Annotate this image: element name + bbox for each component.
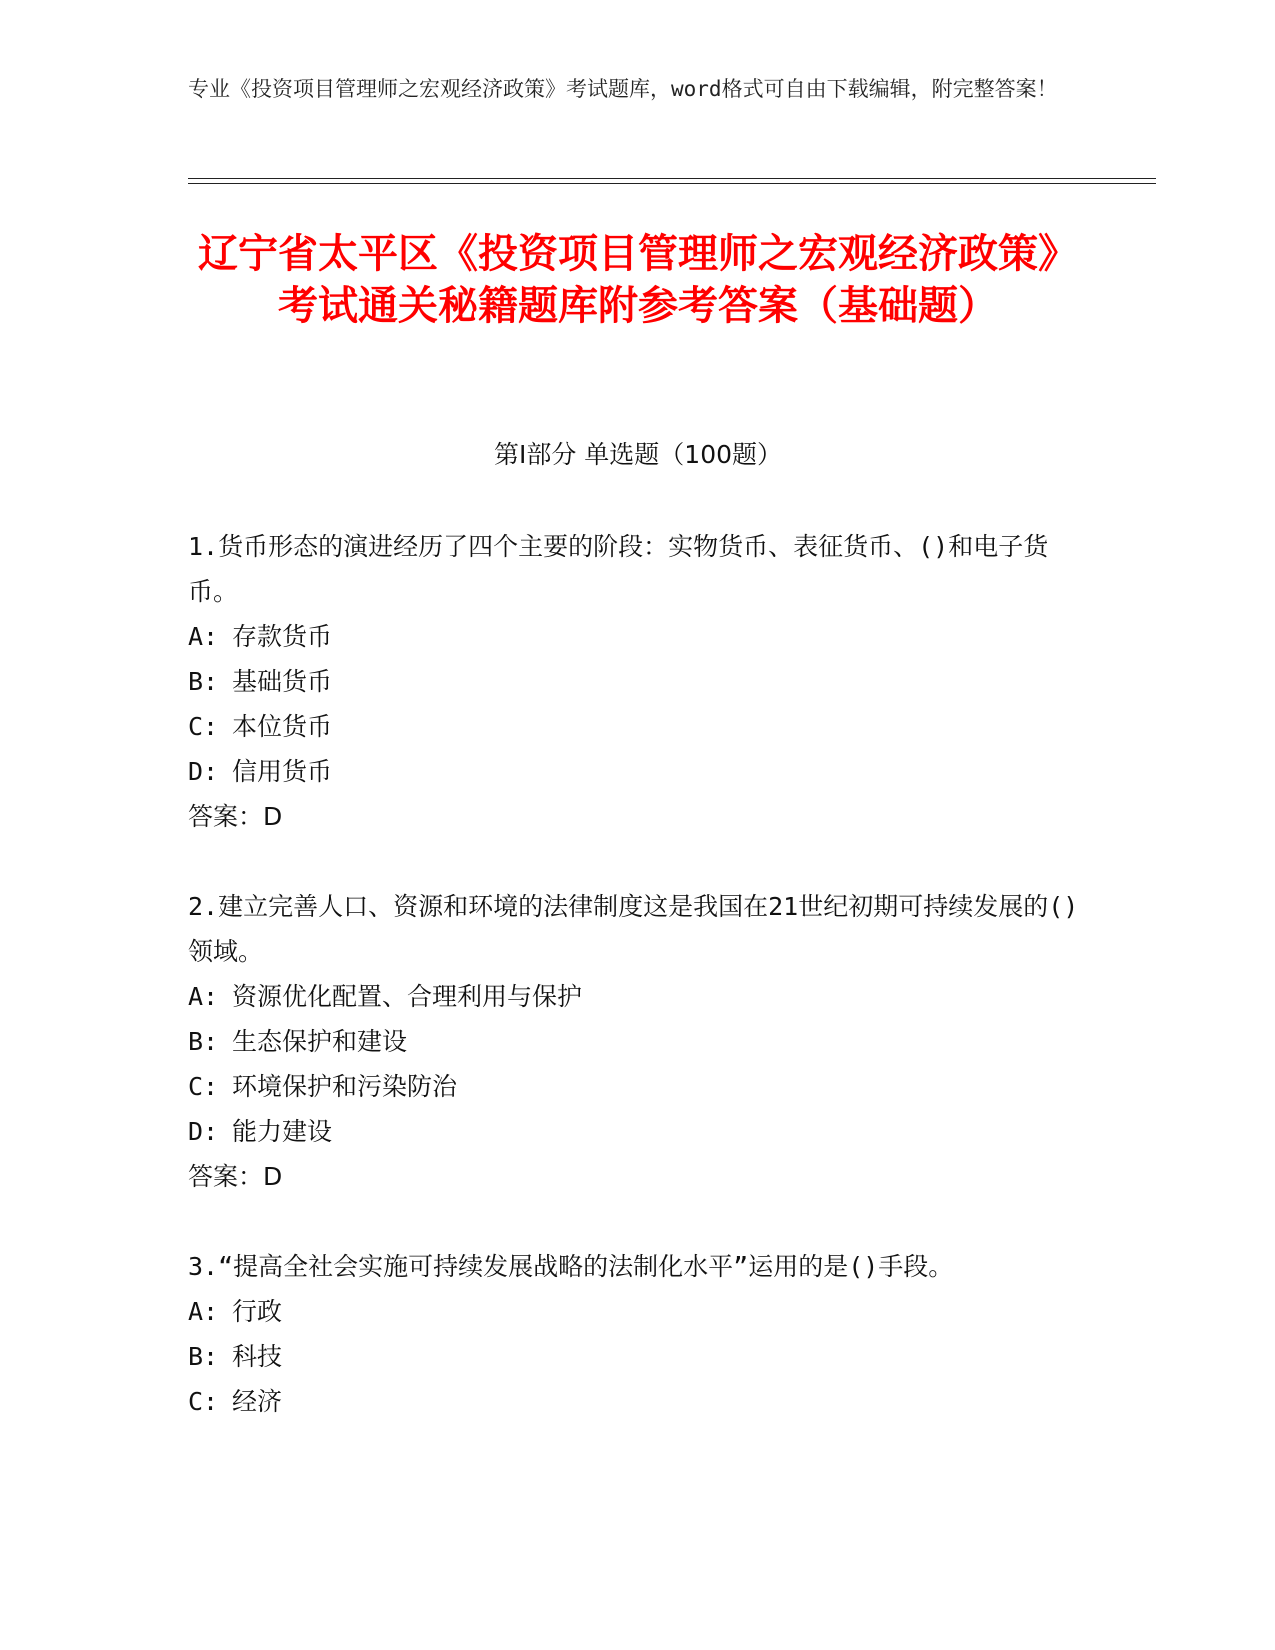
option-key: C: xyxy=(188,712,219,741)
header-note: 专业《投资项目管理师之宏观经济政策》考试题库，word格式可自由下载编辑，附完整答案！ xyxy=(188,77,1058,101)
section-heading: 第Ⅰ部分 单选题（100题） xyxy=(493,440,783,469)
option-text: 本位货币 xyxy=(232,712,333,741)
option-a xyxy=(188,1289,1088,1334)
question-2 xyxy=(188,884,1088,1199)
option-c xyxy=(188,1379,1088,1424)
option-key: B: xyxy=(188,1027,219,1056)
option-text: 信用货币 xyxy=(232,757,333,786)
option-text: 基础货币 xyxy=(232,667,333,696)
question-1 xyxy=(188,524,1088,839)
option-b xyxy=(188,659,1088,704)
answer-line: 答案：D xyxy=(188,802,283,831)
question-stem: 2.建立完善人口、资源和环境的法律制度这是我国在21世纪初期可持续发展的()领域。 xyxy=(188,892,1079,966)
option-key: A: xyxy=(188,1297,219,1326)
option-key: B: xyxy=(188,1342,219,1371)
option-c xyxy=(188,1064,1088,1109)
option-key: C: xyxy=(188,1072,219,1101)
document-title: 辽宁省太平区《投资项目管理师之宏观经济政策》考试通关秘籍题库附参考答案（基础题） xyxy=(198,231,1078,329)
option-d xyxy=(188,1109,1088,1154)
option-a xyxy=(188,974,1088,1019)
option-c xyxy=(188,704,1088,749)
header-divider-bottom xyxy=(188,183,1156,184)
option-text: 经济 xyxy=(232,1387,283,1416)
option-text: 资源优化配置、合理利用与保护 xyxy=(232,982,583,1011)
question-3 xyxy=(188,1244,1088,1424)
option-d xyxy=(188,749,1088,794)
option-text: 存款货币 xyxy=(232,622,333,651)
option-text: 生态保护和建设 xyxy=(232,1027,408,1056)
option-key: B: xyxy=(188,667,219,696)
option-key: C: xyxy=(188,1387,219,1416)
question-stem: 1.货币形态的演进经历了四个主要的阶段：实物货币、表征货币、()和电子货币。 xyxy=(188,532,1049,606)
option-b xyxy=(188,1334,1088,1379)
option-key: A: xyxy=(188,982,219,1011)
option-key: D: xyxy=(188,1117,219,1146)
option-text: 行政 xyxy=(232,1297,283,1326)
option-a xyxy=(188,614,1088,659)
option-text: 科技 xyxy=(232,1342,283,1371)
answer-line: 答案：D xyxy=(188,1162,283,1191)
option-b xyxy=(188,1019,1088,1064)
question-stem: 3.“提高全社会实施可持续发展战略的法制化水平”运用的是()手段。 xyxy=(188,1252,954,1281)
option-text: 能力建设 xyxy=(232,1117,333,1146)
option-text: 环境保护和污染防治 xyxy=(232,1072,458,1101)
header-divider-top xyxy=(188,178,1156,179)
option-key: A: xyxy=(188,622,219,651)
option-key: D: xyxy=(188,757,219,786)
